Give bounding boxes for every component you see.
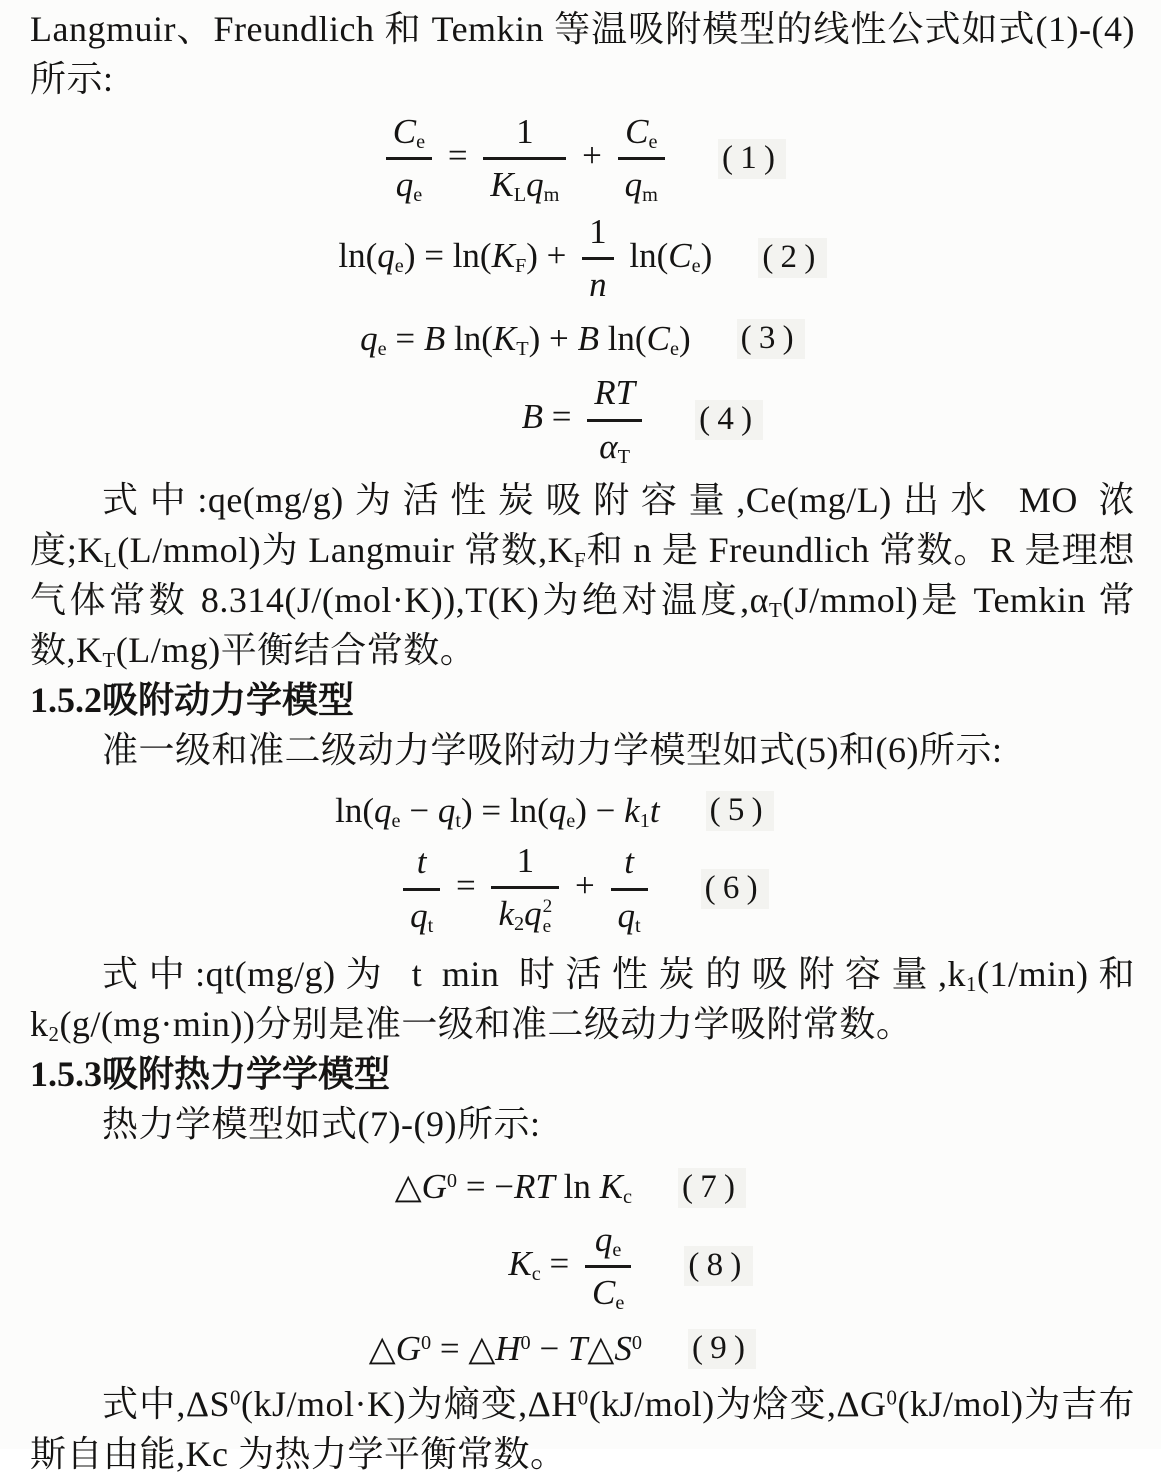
equation-7-formula: $\triangle G^0 = -RT$ $\ln K_c$ (394, 1167, 633, 1209)
equation-2-formula: $\ln(q_e) = \ln(K_F)$ + $\frac{1}{n}$ $\ln(C_e)$ (338, 211, 713, 304)
equation-2 (30, 212, 1135, 306)
equation-8-formula: $K_c$ = $\frac{q_e}{C_e}$ (508, 1220, 638, 1314)
equation-1-formula: $\frac{C_e}{q_e}$ = $\frac{1}{K_Lq_m}$ + $\frac{C_e}{q_m}$ (379, 112, 672, 206)
equation-1-number: (1) (718, 139, 786, 179)
equation-2-number: (2) (758, 238, 826, 278)
equation-9 (10, 1329, 1115, 1369)
equation-6-number: (6) (701, 869, 769, 909)
equation-8 (78, 1220, 1161, 1314)
equation-4-number: (4) (695, 400, 763, 440)
equation-6-formula: $\frac{t}{q_t}$ = 1 $k_2q$ 2 e + $\frac{t}{q_t}$ (396, 841, 655, 937)
equation-9-formula: $\triangle G^0$ = $\triangle H^0$ − $T\triangle S^0$ (368, 1329, 642, 1369)
thermo-lead-line: 热力学模型如式(7)-(9)所示: (102, 1104, 541, 1145)
equation-9-number: (9) (688, 1329, 756, 1369)
intro-paragraph: Langmuir、Freundlich 和 Temkin 等温吸附模型的线性公式如式(1)-(4)所示: (30, 9, 1135, 99)
equation-1 (30, 112, 1135, 206)
equation-8-number: (8) (684, 1246, 752, 1286)
equation-4-formula: B = $\frac{RT}{\alpha_T}$ (522, 373, 650, 467)
equation-5-number: (5) (706, 791, 774, 831)
kinetics-lead-line: 准一级和准二级动力学吸附动力学模型如式(5)和(6)所示: (102, 729, 1003, 770)
equation-5-formula: $\ln(q_e - q_t) = \ln(q_e) - k_1t$ (335, 790, 660, 832)
equation-5 (2, 791, 1107, 831)
equation-3-number: (3) (737, 319, 805, 359)
kinetics-params-paragraph: 式中:qt(mg/g)为 t min 时活性炭的吸附容量$,k_1(1/\min)$和 $k_2(g/(mg\cdot\min))$分别是准一级和准二级动力学吸附常数。 (30, 954, 1135, 1047)
section-heading-1-5-2: 1.5.2吸附动力学模型 (30, 679, 355, 720)
isotherm-params-paragraph: 式中:qe(mg/g)为活性炭吸附容量,Ce(mg/L)出水 MO 浓度$;K_L(L/mmol)$为 Langmuir 常数$,K_F$和 n 是 Freundlich 常数。R 是理想气体常数 8.314(J/(mol·K)),T(K)为绝对温度$,\alpha_T(J/mmol)$是 Temkin 常数$,K_T(L/mg)$平衡结合常数。 (30, 479, 1135, 672)
equation-3-formula: $q_e = B$ $\ln(K_T) + B$ $\ln(C_e)$ (360, 319, 691, 361)
equation-4 (90, 373, 1161, 467)
equation-6 (30, 841, 1135, 937)
equation-3 (30, 319, 1135, 359)
equation-7-number: (7) (678, 1168, 746, 1208)
thermo-params-paragraph: 式中$,\Delta S^0(kJ/mol\cdot K)$为熵变$,\Delta H^0(kJ/mol)$为焓变$,\Delta G^0(kJ/mol)$为吉布斯自由能,Kc 为热力学平衡常数。 (30, 1384, 1135, 1475)
equation-7 (18, 1167, 1123, 1207)
section-heading-1-5-3: 1.5.3吸附热力学学模型 (30, 1054, 391, 1095)
